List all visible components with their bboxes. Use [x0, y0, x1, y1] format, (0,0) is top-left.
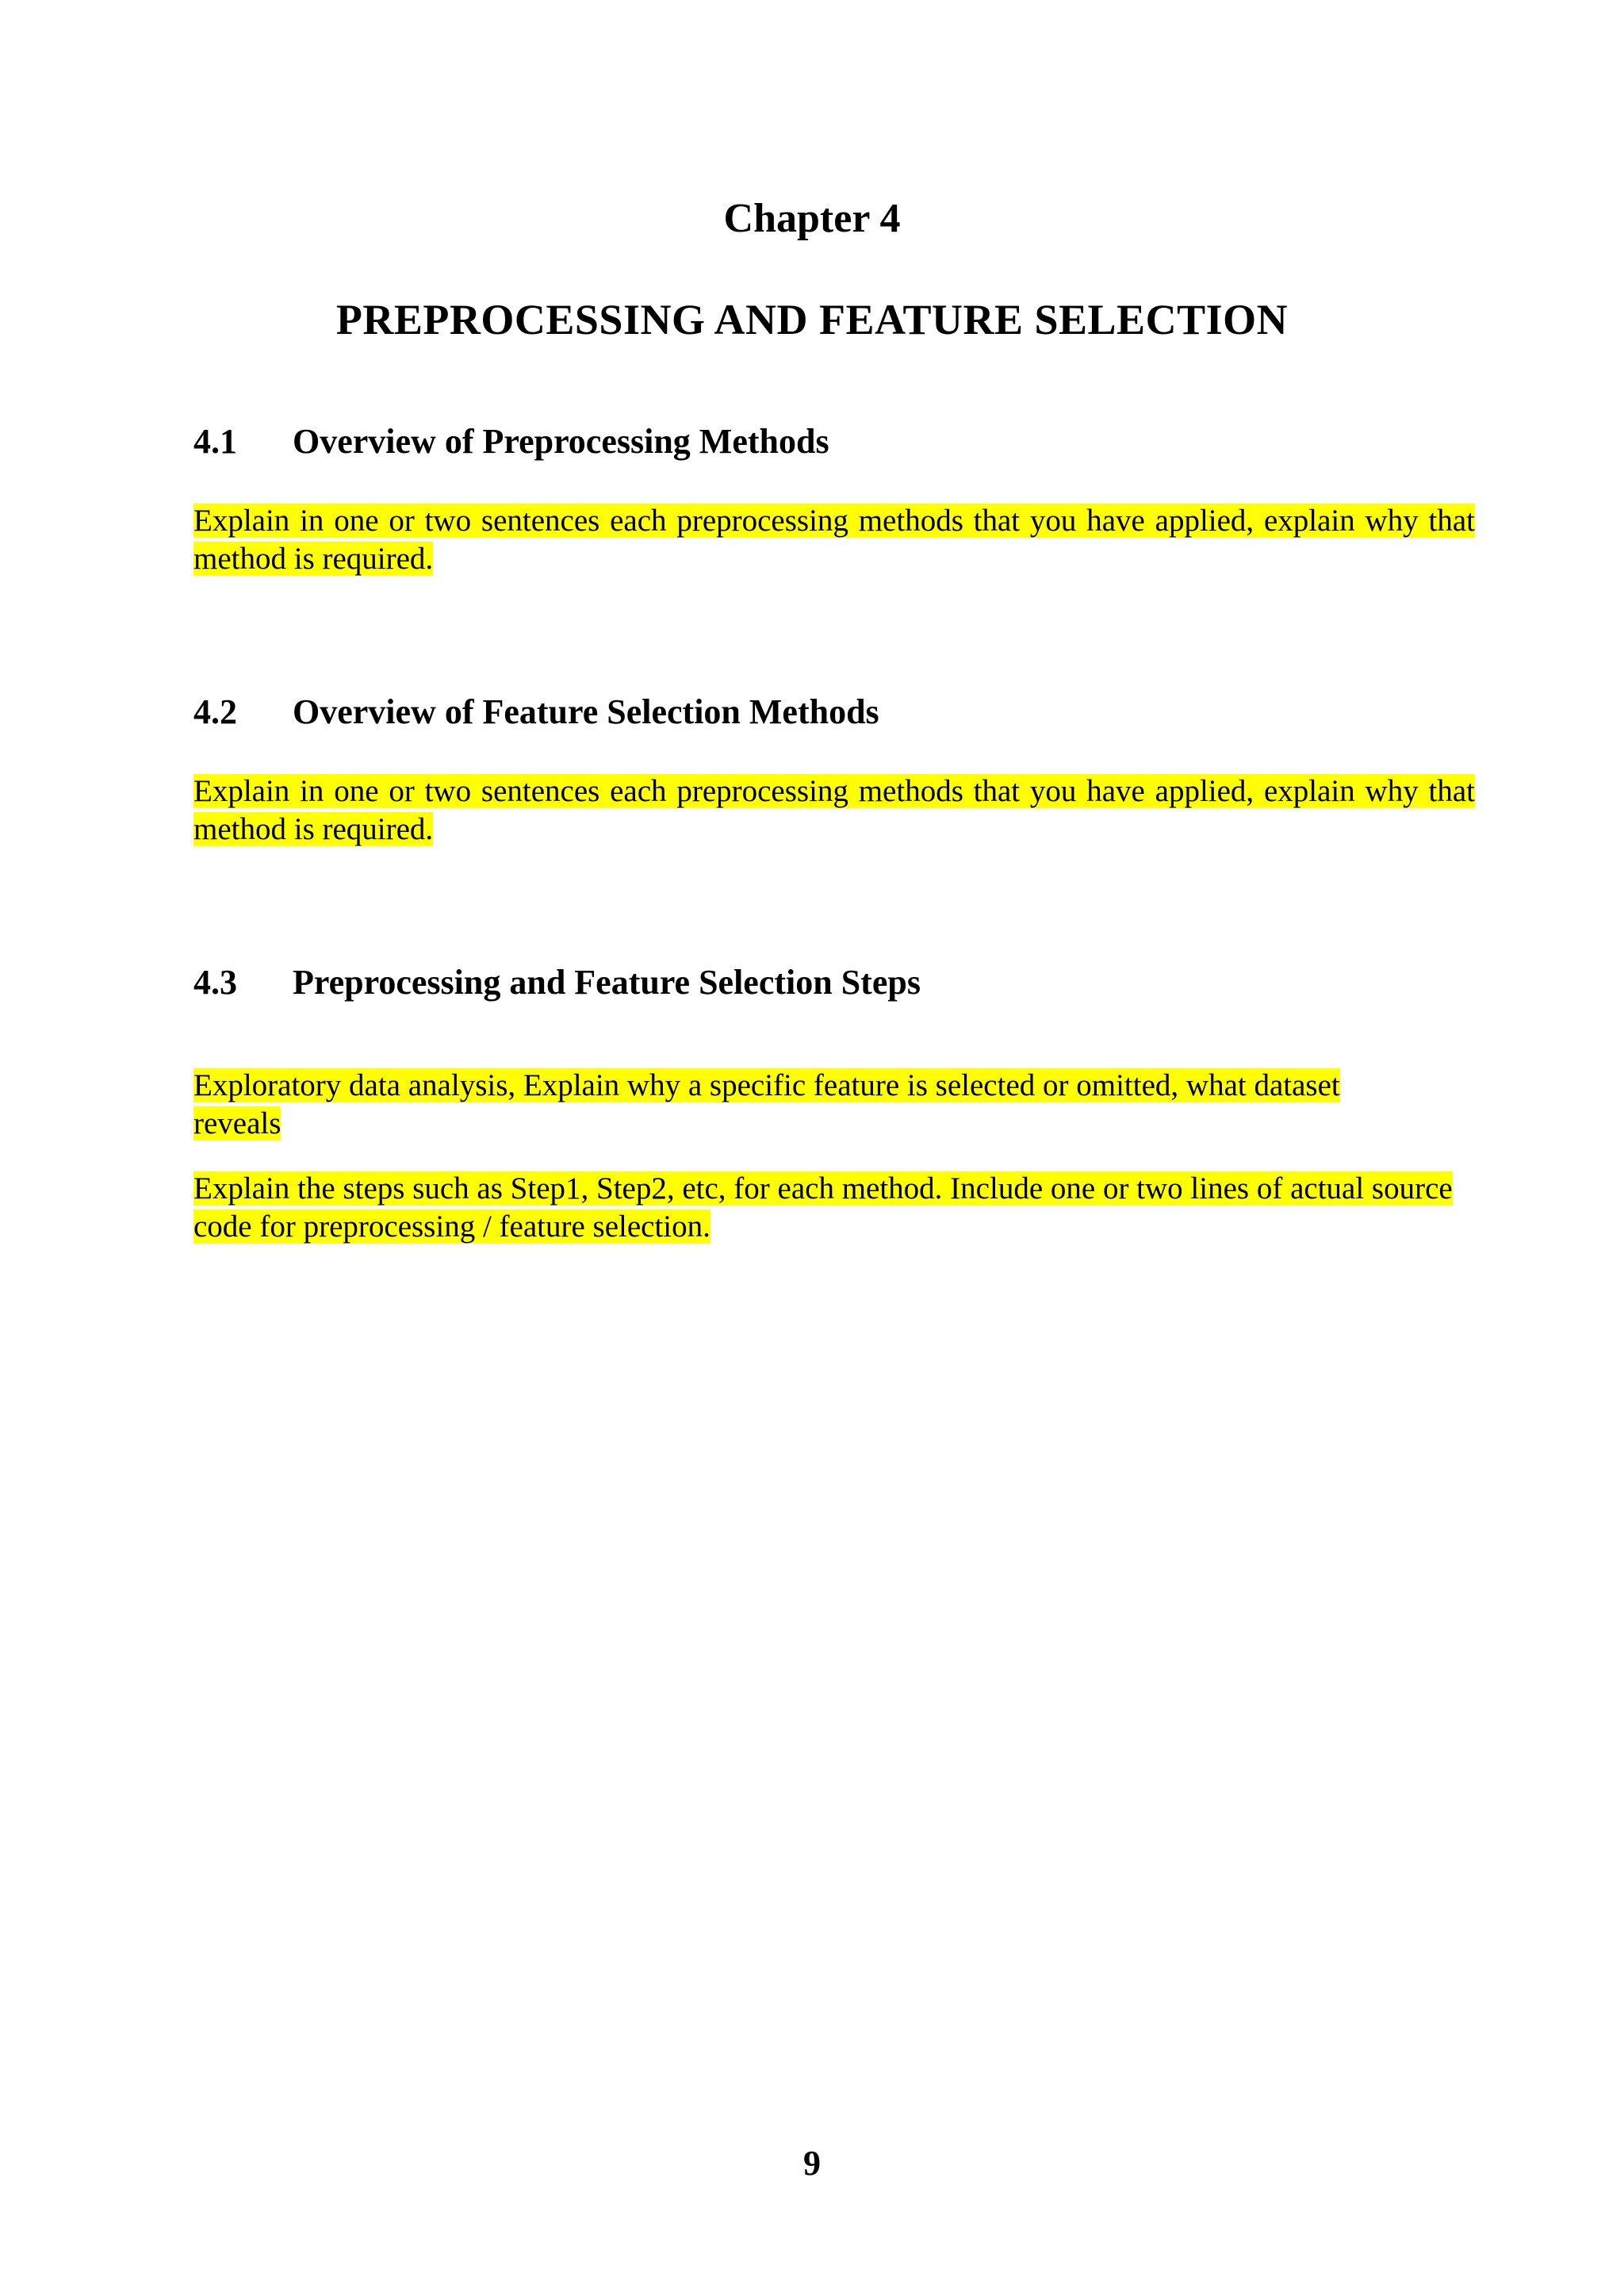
section-number: 4.3 — [193, 963, 237, 1002]
section-heading-4-3 — [193, 962, 921, 1003]
section-heading-4-2 — [193, 692, 879, 733]
section-number: 4.1 — [193, 422, 237, 461]
highlighted-text: Exploratory data analysis, Explain why a specific feature is selected or omitted, what dataset reveals — [193, 1068, 1340, 1140]
section-title: Preprocessing and Feature Selection Steps — [293, 963, 921, 1002]
page-number: 9 — [803, 2144, 821, 2183]
chapter-title: PREPROCESSING AND FEATURE SELECTION — [335, 296, 1289, 343]
section-title: Overview of Preprocessing Methods — [293, 422, 829, 461]
section-4-1-paragraph — [193, 502, 1475, 578]
highlighted-text: Explain in one or two sentences each preprocessing methods that you have applied, explain why that method is required. — [193, 504, 1475, 576]
highlighted-text: Explain in one or two sentences each preprocessing methods that you have applied, explain why that method is required. — [193, 774, 1475, 846]
section-title: Overview of Feature Selection Methods — [293, 692, 879, 731]
section-4-3-paragraph-1 — [193, 1067, 1431, 1143]
chapter-label: Chapter 4 — [723, 196, 901, 241]
highlighted-text: Explain the steps such as Step1, Step2, etc, for each method. Include one or two lines of actual source code for preprocessing / feature selection. — [193, 1171, 1453, 1244]
section-number: 4.2 — [193, 692, 237, 731]
section-4-3-paragraph-2 — [193, 1170, 1462, 1246]
section-heading-4-1 — [193, 421, 829, 462]
section-4-2-paragraph — [193, 772, 1475, 849]
